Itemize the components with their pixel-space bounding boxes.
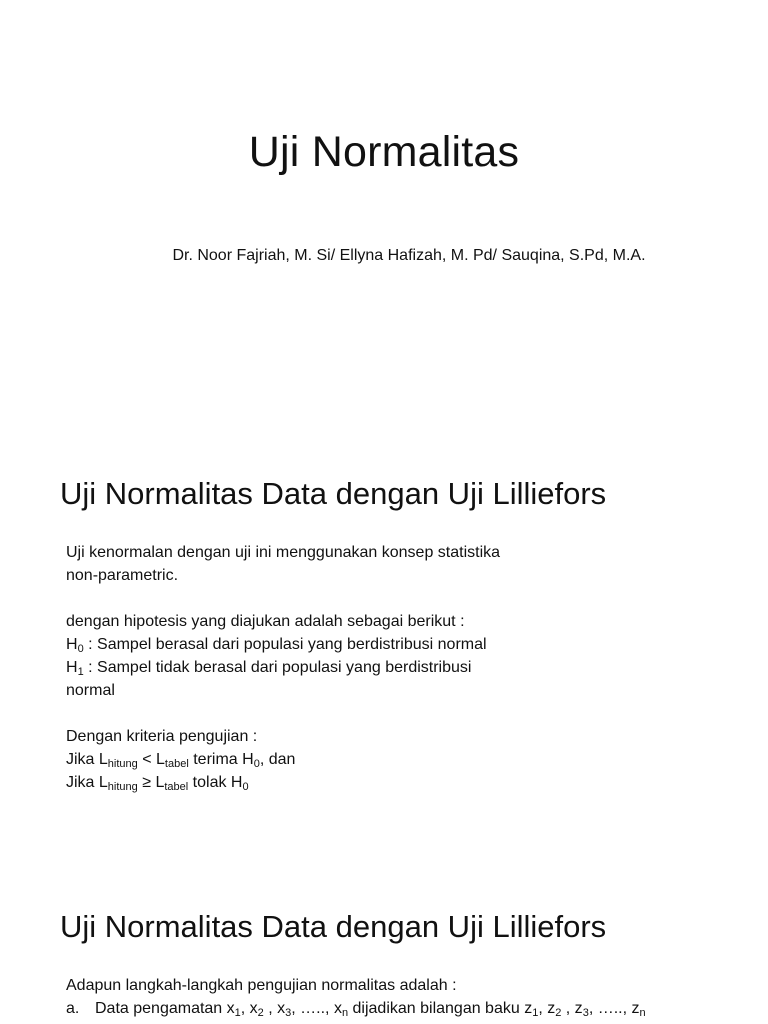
slide-body [66,541,566,794]
step-a-sub: 1 [234,1007,241,1019]
step-a-sub: 2 [555,1007,562,1019]
rule1-sub-hitung: hitung [107,758,138,770]
steps-intro: Adapun langkah-langkah pengujian normalitas adalah : [66,977,457,994]
rule1-sub-tabel: tabel [164,758,189,770]
rule1-sub-h: 0 [253,758,260,770]
hypothesis-h0 [66,633,566,656]
title-slide [0,0,768,432]
hypothesis-h1 [66,656,566,679]
step-a-part: dijadikan bilangan baku z [348,1000,533,1017]
intro-line-2: non-parametric. [66,567,179,584]
rule2-sub-hitung: hitung [107,781,138,793]
h1-letter: H [66,659,78,676]
criteria-rule-reject [66,771,566,794]
rule2-operator: ≥ L [137,774,165,791]
step-a-sub: n [341,1007,349,1019]
slide-heading: Uji Normalitas Data dengan Uji Lilliefors [60,476,607,511]
rule1-decision: terima H [188,751,254,768]
step-a-text [95,997,646,1020]
steps-slide [0,864,768,1024]
step-a-part: , x [240,1000,258,1017]
criteria-intro: Dengan kriteria pengujian : [66,728,258,745]
step-a-part: , z [561,1000,583,1017]
rule1-operator: < L [137,751,165,768]
step-a-part: , x [263,1000,286,1017]
slide-body [66,974,756,1020]
step-a-sub: n [639,1007,646,1019]
criteria-rule-accept [66,748,566,771]
h0-letter: H [66,636,78,653]
step-a-part: , z [538,1000,556,1017]
step-a-sub: 2 [257,1007,264,1019]
slide-heading: Uji Normalitas Data dengan Uji Lilliefors [60,909,607,944]
hypothesis-slide [0,432,768,864]
hypothesis-intro: dengan hipotesis yang diajukan adalah sebagai berikut : [66,613,465,630]
slide-authors: Dr. Noor Fajriah, M. Si/ Ellyna Hafizah, M. Pd/ Sauqina, S.Pd, M.A. [172,247,646,264]
step-a-sub: 1 [532,1007,539,1019]
step-a-sub: 3 [285,1007,292,1019]
rule2-decision: tolak H [188,774,243,791]
h1-text: : Sampel tidak berasal dari populasi yang berdistribusi [83,659,472,676]
spacer [66,587,566,610]
step-marker: a. [66,1000,80,1017]
step-a-part: , ….., x [291,1000,342,1017]
intro-line-1: Uji kenormalan dengan uji ini menggunakan konsep statistika [66,544,501,561]
h0-text: : Sampel berasal dari populasi yang berdistribusi normal [83,636,487,653]
rule2-sub-tabel: tabel [164,781,189,793]
step-a-part: Data pengamatan x [95,1000,235,1017]
hypothesis-h1-continued: normal [66,682,115,699]
step-a [66,997,756,1020]
rule1-prefix: Jika L [66,751,108,768]
rule1-suffix: , dan [259,751,296,768]
h0-subscript: 0 [77,643,84,655]
spacer [66,702,566,725]
slide-title: Uji Normalitas [248,128,520,176]
rule2-prefix: Jika L [66,774,108,791]
step-a-part: , ….., z [588,1000,640,1017]
rule2-sub-h: 0 [242,781,249,793]
step-a-sub: 3 [582,1007,589,1019]
h1-subscript: 1 [77,666,84,678]
